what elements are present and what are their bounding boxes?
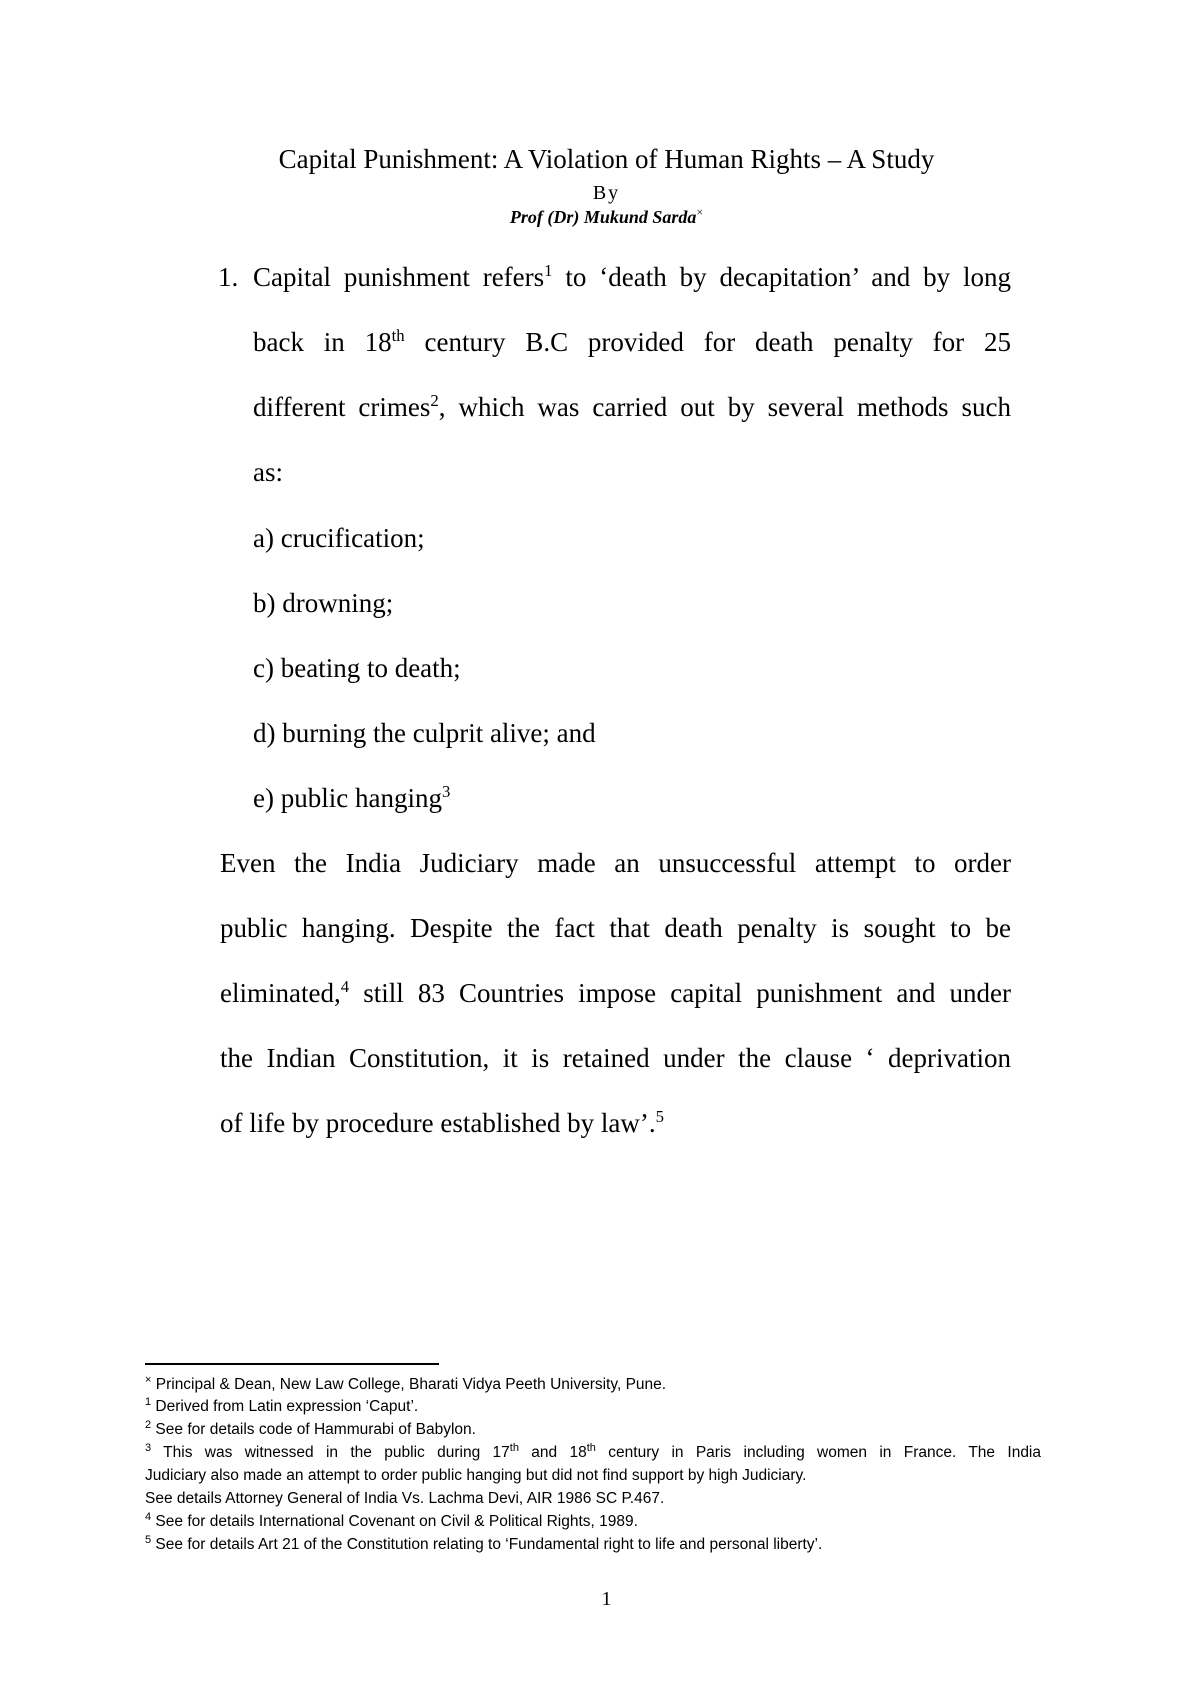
footnote-1: $^1$ Derived from Latin expression ‘Caput’. (145, 1395, 419, 1415)
author-footnote-mark: × (696, 205, 704, 219)
footnote-3: $^3$ This was witnessed in the public during 17th and 18th century in Paris including women in France. The India (145, 1441, 1041, 1461)
footnote-2: $^2$ See for details code of Hammurabi of Babylon. (145, 1418, 476, 1438)
section1-line-1: Capital punishment refers$^1$ to ‘death by decapitation’ and by long (253, 261, 1011, 292)
para2-line-1: Even the India Judiciary made an unsuccessful attempt to order (220, 848, 1011, 878)
method-item: a) crucification; (253, 523, 425, 553)
method-item: c) beating to death; (253, 653, 461, 683)
author-name: Prof (Dr) Mukund Sarda× (509, 205, 704, 227)
section1-line-3: different crimes$^2$, which was carried out by several methods such (253, 391, 1011, 422)
footnote-3-line-2: Judiciary also made an attempt to order public hanging but did not find support by high Judiciary. (145, 1467, 807, 1484)
footnote-separator (145, 1363, 439, 1365)
method-item: e) public hanging$^3$ (253, 782, 451, 813)
para2-line-3: eliminated,$^4$ still 83 Countries impose capital punishment and under (220, 977, 1011, 1008)
footnote-3-line-3: See details Attorney General of India Vs. Lachma Devi, AIR 1986 SC P.467. (145, 1490, 665, 1507)
footnote-4: $^4$ See for details International Covenant on Civil & Political Rights, 1989. (145, 1510, 638, 1530)
footnote-author: × Principal & Dean, New Law College, Bharati Vidya Peeth University, Pune. (145, 1373, 667, 1393)
byline-label: By (592, 182, 621, 204)
section-number: 1. (218, 262, 239, 292)
footnote-5: $^5$ See for details Art 21 of the Constitution relating to ‘Fundamental right to life and personal liberty’. (145, 1533, 823, 1553)
section1-line-2: back in 18th century B.C provided for death penalty for 25 (253, 326, 1011, 357)
section1-line-4: as: (253, 457, 283, 487)
para2-line-4: the Indian Constitution, it is retained under the clause ‘ deprivation (220, 1043, 1011, 1073)
method-item: b) drowning; (253, 588, 394, 618)
para2-line-5: of life by procedure established by law’.$^5$ (220, 1107, 664, 1138)
document-title: Capital Punishment: A Violation of Human Rights – A Study (278, 144, 935, 174)
method-item: d) burning the culprit alive; and (253, 718, 596, 748)
page-number: 1 (601, 1588, 612, 1610)
para2-line-2: public hanging. Despite the fact that death penalty is sought to be (220, 913, 1011, 943)
